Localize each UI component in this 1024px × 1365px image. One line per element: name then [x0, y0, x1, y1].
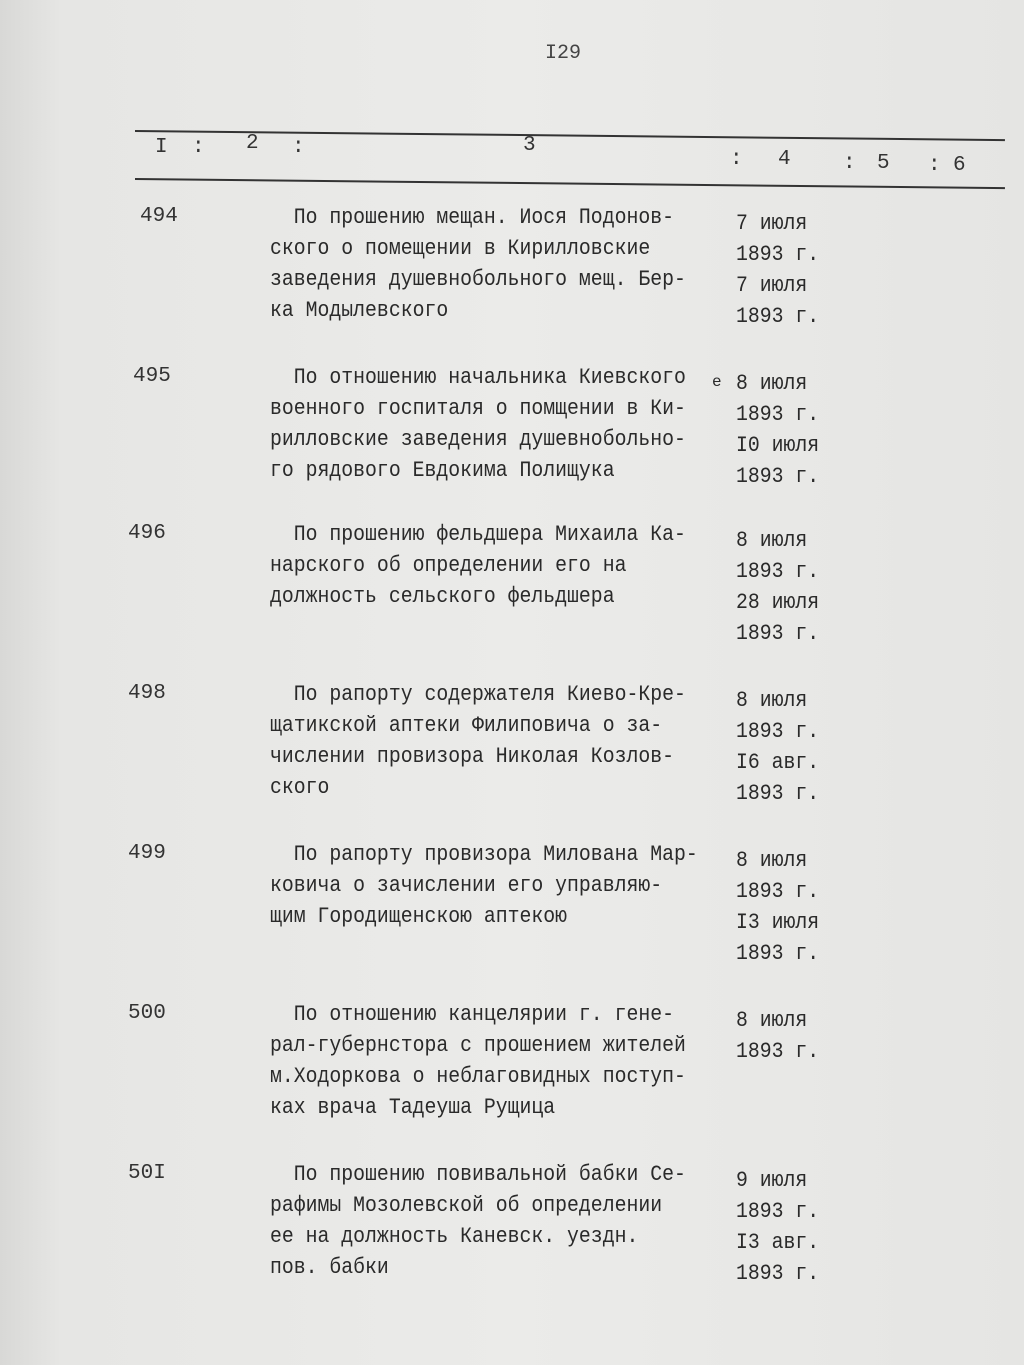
- entry-date: 7 июля: [736, 273, 808, 298]
- entry-text-line: нарского об определении его на: [270, 553, 627, 578]
- entry-date: 28 июля: [736, 590, 820, 615]
- entry-date: 8 июля: [736, 528, 808, 553]
- entry-date: 1893 г.: [736, 559, 820, 584]
- entry-text-line: ского о помещении в Кирилловские: [270, 236, 651, 261]
- entry-number: 494: [140, 205, 178, 228]
- column-header-3: 3: [523, 134, 536, 157]
- column-header-2: 2: [246, 132, 259, 155]
- entry-date: 1893 г.: [736, 1039, 820, 1064]
- entry-date: I3 авг.: [736, 1230, 820, 1255]
- header-top-rule: [135, 130, 1005, 141]
- entry-date: 8 июля: [736, 371, 808, 396]
- entry-date: 7 июля: [736, 211, 808, 236]
- entry-date: 1893 г.: [736, 402, 820, 427]
- entry-text-line: должность сельского фельдшера: [270, 584, 615, 609]
- column-header-5: 5: [877, 152, 890, 175]
- entry-text-line: По прошению фельдшера Михаила Ка-: [270, 522, 686, 547]
- entry-number: 498: [128, 682, 166, 705]
- entry-date: 9 июля: [736, 1168, 808, 1193]
- entry-date: 8 июля: [736, 1008, 808, 1033]
- entry-text-line: ка Модылевского: [270, 298, 449, 323]
- entry-date: I3 июля: [736, 910, 820, 935]
- entry-date: 1893 г.: [736, 1261, 820, 1286]
- entry-text-line: ее на должность Каневск. уездн.: [270, 1224, 639, 1249]
- page-number: I29: [545, 42, 582, 65]
- column-separator: :: [928, 154, 941, 177]
- entry-text-line: ковича о зачислении его управляю-: [270, 873, 663, 898]
- entry-text-line: военного госпиталя о помщении в Ки-: [270, 396, 686, 421]
- entry-text-line: рафимы Мозолевской об определении: [270, 1193, 663, 1218]
- entry-text-line: рал-губернстора с прошением жителей: [270, 1033, 686, 1058]
- entry-text-line: По рапорту провизора Милована Мар-: [270, 842, 698, 867]
- entry-date: 1893 г.: [736, 781, 820, 806]
- entry-number: 50I: [128, 1162, 166, 1185]
- entry-number: 500: [128, 1002, 166, 1025]
- entry-text-line: По отношению канцелярии г. гене-: [270, 1002, 674, 1027]
- column-header-4: 4: [778, 148, 791, 171]
- entry-number: 496: [128, 522, 166, 545]
- entry-text-line: ках врача Тадеуша Рущица: [270, 1095, 556, 1120]
- entry-date: 1893 г.: [736, 719, 820, 744]
- header-bottom-rule: [135, 178, 1005, 189]
- entry-date: 1893 г.: [736, 621, 820, 646]
- column-header-1: I: [155, 136, 168, 159]
- entry-text-line: По прошению мещан. Иося Подонов-: [270, 205, 674, 230]
- entry-date: I0 июля: [736, 433, 820, 458]
- entry-text-line: м.Ходоркова о неблаговидных поступ-: [270, 1064, 686, 1089]
- entry-date: 1893 г.: [736, 879, 820, 904]
- column-separator: :: [730, 148, 743, 171]
- entry-date: 8 июля: [736, 688, 808, 713]
- entry-text-line: щатикской аптеки Филиповича о за-: [270, 713, 663, 738]
- column-separator: :: [292, 136, 305, 159]
- entry-text-line: По отношению начальника Киевского: [270, 365, 686, 390]
- entry-date: 1893 г.: [736, 1199, 820, 1224]
- entry-date: 1893 г.: [736, 242, 820, 267]
- entry-text-line: пов. бабки: [270, 1255, 389, 1280]
- entry-text-line: заведения душевнобольного мещ. Бер-: [270, 267, 686, 292]
- entry-text-line: го рядового Евдокима Полищука: [270, 458, 615, 483]
- column-separator: :: [843, 152, 856, 175]
- entry-date: 1893 г.: [736, 464, 820, 489]
- entry-text-line: По рапорту содержателя Киево-Кре-: [270, 682, 686, 707]
- entry-text-line: По прошению повивальной бабки Се-: [270, 1162, 686, 1187]
- entry-text-line: ского: [270, 775, 330, 800]
- entry-text-line: числении провизора Николая Козлов-: [270, 744, 674, 769]
- handwritten-correction: е: [712, 373, 722, 391]
- entry-date: 8 июля: [736, 848, 808, 873]
- entry-text-line: рилловские заведения душевнобольно-: [270, 427, 686, 452]
- entry-number: 495: [133, 365, 171, 388]
- entry-date: 1893 г.: [736, 304, 820, 329]
- entry-date: 1893 г.: [736, 941, 820, 966]
- column-header-6: 6: [953, 154, 966, 177]
- column-separator: :: [192, 136, 205, 159]
- entry-date: I6 авг.: [736, 750, 820, 775]
- entry-number: 499: [128, 842, 166, 865]
- entry-text-line: щим Городищенскою аптекою: [270, 904, 568, 929]
